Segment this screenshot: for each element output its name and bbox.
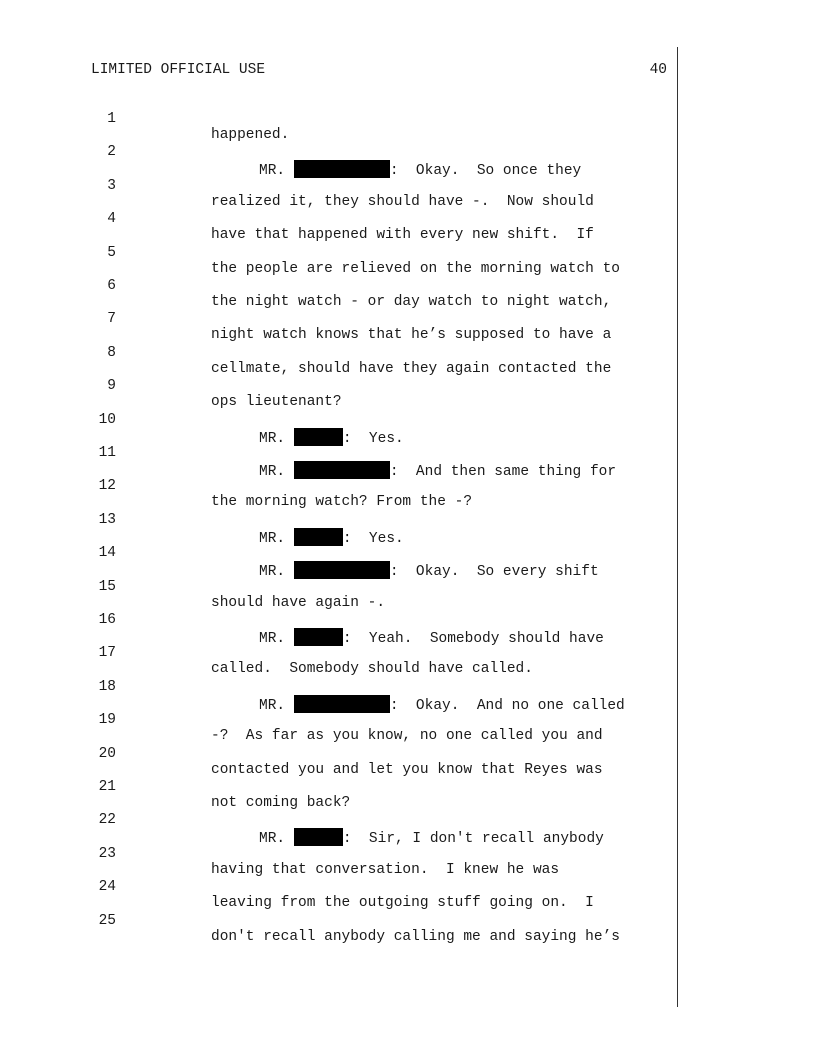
line-number: 8: [107, 344, 116, 361]
transcript-line: [0, 496, 816, 547]
speaker-text: : Okay. So every shift: [389, 564, 599, 581]
transcript-line: [0, 362, 816, 411]
line-text: having that conversation. I knew he was: [211, 861, 560, 878]
line-number: 20: [98, 745, 116, 762]
transcript-line: [0, 195, 816, 244]
speaker-prefix: MR.: [259, 564, 286, 581]
page-header: [91, 62, 667, 80]
speaker-prefix: MR.: [259, 697, 286, 714]
transcript-line: [0, 429, 816, 480]
line-text: happened.: [211, 127, 290, 143]
line-number: 15: [98, 578, 116, 595]
line-text: called. Somebody should have called.: [211, 661, 533, 678]
line-number: 13: [98, 511, 116, 528]
line-text: night watch knows that he’s supposed to have a: [211, 327, 612, 344]
line-number: 18: [98, 678, 116, 695]
speaker-text: : Yeah. Somebody should have: [342, 631, 604, 647]
line-number: 19: [98, 712, 116, 729]
line-number: 25: [98, 912, 116, 929]
line-number: 6: [107, 278, 116, 294]
speaker-prefix: MR.: [259, 530, 286, 547]
transcript-line: [0, 95, 816, 143]
line-number: 21: [98, 779, 116, 795]
transcript-line: [0, 563, 816, 611]
line-text: should have again -.: [211, 594, 386, 611]
line-text: not coming back?: [211, 795, 351, 811]
line-text: the night watch - or day watch to night watch,: [211, 294, 612, 310]
line-number: 24: [98, 879, 116, 896]
line-number: 3: [107, 177, 116, 194]
speaker-text: : Okay. So once they: [389, 163, 582, 180]
transcript-line: [0, 229, 816, 277]
speaker-prefix: MR.: [259, 831, 286, 848]
transcript-line: [0, 262, 816, 310]
transcript-line: [0, 462, 816, 511]
transcript-line: [0, 763, 816, 811]
line-number: 22: [98, 812, 116, 829]
line-text: realized it, they should have -. Now should: [211, 193, 594, 210]
transcript-line: [0, 629, 816, 678]
transcript-line: [0, 730, 816, 778]
speaker-prefix: MR.: [259, 631, 286, 647]
line-text: -? As far as you know, no one called you and: [211, 728, 603, 745]
line-number: 10: [98, 411, 116, 428]
line-number: 12: [98, 478, 116, 495]
line-number: 14: [98, 545, 116, 562]
transcript-line: [0, 329, 816, 377]
line-text: have that happened with every new shift. If: [211, 227, 594, 244]
line-number: 16: [98, 612, 116, 628]
speaker-text: : Yes.: [342, 530, 404, 547]
speaker-text: : Okay. And no one called: [389, 697, 625, 714]
transcript-line: [0, 663, 816, 714]
page-number: 40: [649, 62, 667, 78]
line-number: 1: [107, 111, 116, 127]
transcript-line: [0, 596, 816, 647]
line-text: the morning watch? From the -?: [211, 494, 473, 511]
line-number: 17: [98, 645, 116, 662]
line-number: 2: [107, 144, 116, 161]
speaker-prefix: MR.: [259, 163, 286, 180]
line-number: 7: [107, 311, 116, 328]
speaker-prefix: MR.: [259, 430, 286, 447]
speaker-text: : And then same thing for: [389, 464, 617, 480]
transcript-line: [0, 897, 816, 945]
transcript-line: [0, 162, 816, 210]
speaker-prefix: MR.: [259, 464, 286, 480]
line-text: cellmate, should have they again contacted the: [211, 360, 612, 377]
line-number: 9: [107, 378, 116, 395]
speaker-text: : Sir, I don't recall anybody: [342, 831, 604, 848]
transcript-line: [0, 830, 816, 878]
transcript-line: [0, 696, 816, 745]
transcript-line: [0, 295, 816, 344]
transcript-line: [0, 396, 816, 447]
line-number: 4: [107, 211, 116, 228]
speaker-text: : Yes.: [342, 430, 404, 447]
line-text: ops lieutenant?: [211, 394, 342, 411]
transcript-line: [0, 529, 816, 581]
line-text: the people are relieved on the morning watch to: [211, 260, 620, 277]
line-text: don't recall anybody calling me and saying he’s: [211, 928, 620, 945]
line-number: 5: [107, 244, 116, 261]
line-text: leaving from the outgoing stuff going on. I: [211, 895, 594, 912]
line-number: 23: [98, 845, 116, 862]
classification-label: LIMITED OFFICIAL USE: [91, 62, 266, 78]
line-number: 11: [98, 445, 116, 461]
transcript-line: [0, 128, 816, 180]
transcript-line: [0, 796, 816, 848]
transcript-line: [0, 863, 816, 912]
line-text: contacted you and let you know that Reyes was: [211, 761, 603, 778]
